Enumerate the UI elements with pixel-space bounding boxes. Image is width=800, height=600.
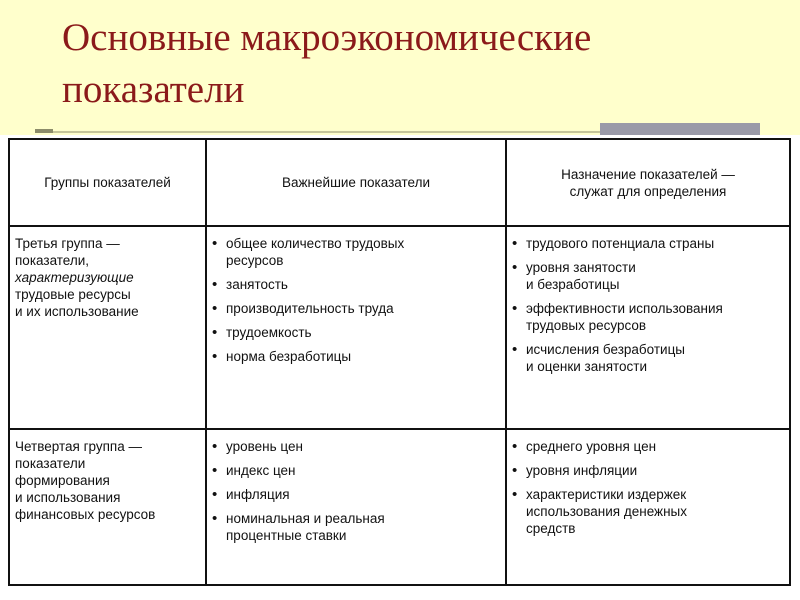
group-line: и их использование	[15, 304, 139, 319]
decor-bar-left	[35, 129, 53, 133]
header-indicators	[207, 140, 505, 225]
title-line: показатели	[62, 68, 245, 111]
table-divider	[10, 225, 789, 227]
list-item: • трудоемкость	[210, 324, 502, 341]
list-item: • инфляция	[210, 486, 502, 503]
list-item: • уровень цен	[210, 438, 502, 455]
group-line: Четвертая группа —	[15, 439, 142, 454]
list-item: • уровня инфляции	[510, 462, 790, 479]
list-item: • производительность труда	[210, 300, 502, 317]
group-line: характеризующие	[15, 270, 134, 285]
title-line: Основные макроэкономические	[62, 16, 592, 59]
row-group-label	[15, 235, 203, 320]
row-purposes	[510, 235, 790, 382]
list-item: • общее количество трудовых ресурсов	[210, 235, 502, 269]
table-divider	[10, 428, 789, 430]
list-item: • индекс цен	[210, 462, 502, 479]
slide-title	[62, 12, 762, 116]
row-indicators	[210, 235, 502, 372]
list-item: • эффективности использования трудовых ресурсов	[510, 300, 790, 334]
group-line: показатели	[15, 456, 86, 471]
header-purpose	[507, 140, 789, 225]
list-item: • исчисления безработицы и оценки занятости	[510, 341, 790, 375]
list-item: • характеристики издержек использования денежных средств	[510, 486, 790, 537]
header-purpose-line: служат для определения	[569, 183, 727, 199]
row-purposes	[510, 438, 790, 544]
header-groups-label: Группы показателей	[44, 175, 171, 190]
group-line: формирования	[15, 473, 110, 488]
row-indicators	[210, 438, 502, 551]
group-line: Третья группа —	[15, 236, 120, 251]
header-groups	[10, 140, 205, 225]
decor-bar-line	[53, 131, 600, 133]
list-item: • трудового потенциала страны	[510, 235, 790, 252]
group-line: трудовые ресурсы	[15, 287, 131, 302]
indicators-table	[8, 138, 791, 586]
row-group-label	[15, 438, 203, 523]
list-item: • номинальная и реальная процентные ставки	[210, 510, 502, 544]
group-line: и использования	[15, 490, 121, 505]
header-indicators-label: Важнейшие показатели	[282, 175, 430, 190]
decor-bar-right	[600, 123, 760, 135]
group-line: показатели,	[15, 253, 90, 268]
slide-header	[0, 0, 800, 135]
header-purpose-line: Назначение показателей —	[561, 166, 735, 182]
list-item: • среднего уровня цен	[510, 438, 790, 455]
list-item: • уровня занятости и безработицы	[510, 259, 790, 293]
list-item: • норма безработицы	[210, 348, 502, 365]
list-item: • занятость	[210, 276, 502, 293]
group-line: финансовых ресурсов	[15, 507, 156, 522]
